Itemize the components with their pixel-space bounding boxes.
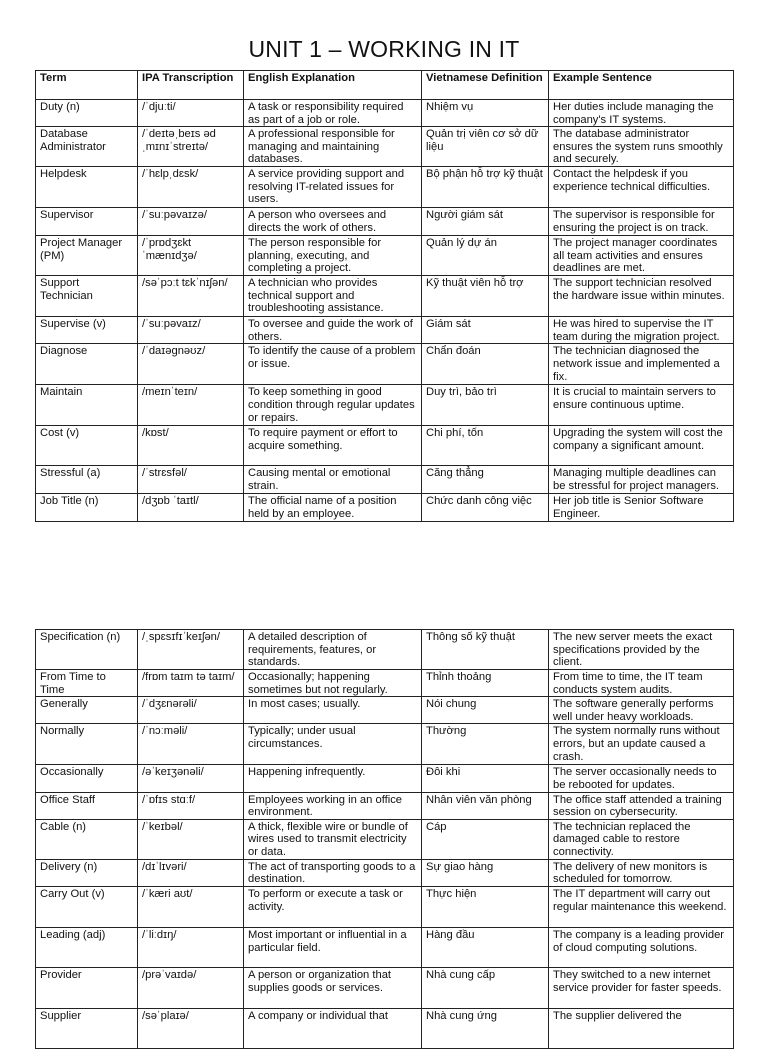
vietnamese-cell: Sự giao hàng [422,859,549,886]
english-cell: A service providing support and resolving IT-related issues for users. [244,167,422,208]
table-row [36,466,734,494]
term-cell: Project Manager (PM) [36,236,138,276]
term-cell: From Time to Time [36,670,138,697]
ipa-cell: /ˈdeɪtəˌbeɪs ədˌmɪnɪˈstreɪtə/ [138,127,244,167]
vocabulary-table-1 [35,70,734,522]
ipa-cell: /dɪˈlɪvəri/ [138,859,244,886]
english-cell: Typically; under usual circumstances. [244,724,422,765]
term-cell: Helpdesk [36,167,138,208]
term-cell: Generally [36,697,138,724]
example-cell: From time to time, the IT team conducts system audits. [549,670,734,697]
example-cell: They switched to a new internet service provider for faster speeds. [549,967,734,1008]
example-cell: The company is a leading provider of cloud computing solutions. [549,927,734,967]
english-cell: Causing mental or emotional strain. [244,466,422,494]
vietnamese-cell: Thực hiện [422,886,549,927]
table-header-row [36,71,734,100]
example-cell: The software generally performs well under heavy workloads. [549,697,734,724]
example-cell: The project manager coordinates all team activities and ensures deadlines are met. [549,236,734,276]
example-cell: Upgrading the system will cost the company a significant amount. [549,426,734,466]
term-cell: Maintain [36,385,138,426]
ipa-cell: /ˈliːdɪŋ/ [138,927,244,967]
term-cell: Database Administrator [36,127,138,167]
vietnamese-cell: Nhà cung cấp [422,967,549,1008]
vietnamese-cell: Quản lý dự án [422,236,549,276]
example-cell: Managing multiple deadlines can be stressful for project managers. [549,466,734,494]
table-row [36,100,734,127]
english-cell: A person or organization that supplies goods or services. [244,967,422,1008]
term-cell: Cable (n) [36,819,138,859]
vietnamese-cell: Chi phí, tốn [422,426,549,466]
ipa-cell: /dʒɒb ˈtaɪtl/ [138,494,244,522]
english-cell: The act of transporting goods to a destination. [244,859,422,886]
ipa-cell: /ˈdjuːti/ [138,100,244,127]
example-cell: The new server meets the exact specifications provided by the client. [549,630,734,670]
vietnamese-cell: Người giám sát [422,208,549,236]
example-cell: The supplier delivered the [549,1008,734,1048]
example-cell: The delivery of new monitors is scheduled for tomorrow. [549,859,734,886]
english-cell: The person responsible for planning, executing, and completing a project. [244,236,422,276]
table-row [36,236,734,276]
table-row [36,792,734,819]
ipa-cell: /ˈsuːpəvaɪzə/ [138,208,244,236]
vietnamese-cell: Nhà cung ứng [422,1008,549,1048]
term-cell: Duty (n) [36,100,138,127]
english-cell: Employees working in an office environment. [244,792,422,819]
table-row [36,344,734,385]
example-cell: Her job title is Senior Software Engineer. [549,494,734,522]
vietnamese-cell: Duy trì, bảo trì [422,385,549,426]
term-cell: Cost (v) [36,426,138,466]
term-cell: Supplier [36,1008,138,1048]
table-2-body [36,630,734,1049]
header-term: Term [36,71,138,100]
ipa-cell: /ˈsuːpəvaɪz/ [138,317,244,344]
term-cell: Supervise (v) [36,317,138,344]
english-cell: To keep something in good condition through regular updates or repairs. [244,385,422,426]
english-cell: A task or responsibility required as part of a job or role. [244,100,422,127]
example-cell: The IT department will carry out regular maintenance this weekend. [549,886,734,927]
table-row [36,208,734,236]
term-cell: Normally [36,724,138,765]
english-cell: To oversee and guide the work of others. [244,317,422,344]
table-row [36,697,734,724]
ipa-cell: /ˈɒfɪs stɑːf/ [138,792,244,819]
table-row [36,724,734,765]
english-cell: Happening infrequently. [244,765,422,792]
term-cell: Carry Out (v) [36,886,138,927]
english-cell: A professional responsible for managing and maintaining databases. [244,127,422,167]
table-row [36,819,734,859]
term-cell: Stressful (a) [36,466,138,494]
ipa-cell: /ˌspɛsɪfɪˈkeɪʃən/ [138,630,244,670]
vietnamese-cell: Giám sát [422,317,549,344]
ipa-cell: /kɒst/ [138,426,244,466]
english-cell: The official name of a position held by an employee. [244,494,422,522]
english-cell: A detailed description of requirements, features, or standards. [244,630,422,670]
table-row [36,765,734,792]
vietnamese-cell: Thỉnh thoảng [422,670,549,697]
ipa-cell: /ˈprɒdʒɛkt ˈmænɪdʒə/ [138,236,244,276]
example-cell: It is crucial to maintain servers to ensure continuous uptime. [549,385,734,426]
vietnamese-cell: Thông số kỹ thuật [422,630,549,670]
vietnamese-cell: Thường [422,724,549,765]
term-cell: Provider [36,967,138,1008]
vietnamese-cell: Căng thẳng [422,466,549,494]
term-cell: Office Staff [36,792,138,819]
ipa-cell: /ˈdaɪəgnəʊz/ [138,344,244,385]
vietnamese-cell: Cáp [422,819,549,859]
vocabulary-table-2 [35,629,734,1049]
ipa-cell: /meɪnˈteɪn/ [138,385,244,426]
vietnamese-cell: Chức danh công việc [422,494,549,522]
ipa-cell: /ˈkæri aʊt/ [138,886,244,927]
header-example: Example Sentence [549,71,734,100]
ipa-cell: /ˈdʒɛnərəli/ [138,697,244,724]
ipa-cell: /ˈkeɪbəl/ [138,819,244,859]
term-cell: Leading (adj) [36,927,138,967]
example-cell: He was hired to supervise the IT team during the migration project. [549,317,734,344]
table-row [36,494,734,522]
english-cell: Most important or influential in a particular field. [244,927,422,967]
header-english: English Explanation [244,71,422,100]
english-cell: A person who oversees and directs the work of others. [244,208,422,236]
table-1-body [36,100,734,522]
table-row [36,670,734,697]
english-cell: To require payment or effort to acquire something. [244,426,422,466]
ipa-cell: /ˈstrɛsfəl/ [138,466,244,494]
header-vietnamese: Vietnamese Definition [422,71,549,100]
english-cell: A technician who provides technical support and troubleshooting assistance. [244,276,422,317]
english-cell: In most cases; usually. [244,697,422,724]
example-cell: The support technician resolved the hardware issue within minutes. [549,276,734,317]
ipa-cell: /səˈpɔːt tɛkˈnɪʃən/ [138,276,244,317]
example-cell: Her duties include managing the company's IT systems. [549,100,734,127]
page-title: UNIT 1 – WORKING IN IT [248,36,520,62]
ipa-cell: /frɒm taɪm tə taɪm/ [138,670,244,697]
example-cell: The supervisor is responsible for ensuring the project is on track. [549,208,734,236]
vietnamese-cell: Chẩn đoán [422,344,549,385]
table-row [36,127,734,167]
english-cell: Occasionally; happening sometimes but not regularly. [244,670,422,697]
vietnamese-cell: Hàng đầu [422,927,549,967]
table-row [36,426,734,466]
ipa-cell: /səˈplaɪə/ [138,1008,244,1048]
vietnamese-cell: Bộ phận hỗ trợ kỹ thuật [422,167,549,208]
vietnamese-cell: Kỹ thuật viên hỗ trợ [422,276,549,317]
table-row [36,630,734,670]
term-cell: Supervisor [36,208,138,236]
term-cell: Support Technician [36,276,138,317]
vietnamese-cell: Nhiệm vụ [422,100,549,127]
english-cell: To perform or execute a task or activity. [244,886,422,927]
example-cell: The server occasionally needs to be rebooted for updates. [549,765,734,792]
example-cell: The system normally runs without errors, but an update caused a crash. [549,724,734,765]
example-cell: The database administrator ensures the system runs smoothly and securely. [549,127,734,167]
term-cell: Diagnose [36,344,138,385]
term-cell: Occasionally [36,765,138,792]
table-row [36,886,734,927]
example-cell: The technician replaced the damaged cable to restore connectivity. [549,819,734,859]
ipa-cell: /əˈkeɪʒənəli/ [138,765,244,792]
table-row [36,276,734,317]
ipa-cell: /ˈhɛlpˌdɛsk/ [138,167,244,208]
example-cell: The technician diagnosed the network issue and implemented a fix. [549,344,734,385]
vietnamese-cell: Nói chung [422,697,549,724]
table-row [36,967,734,1008]
table-row [36,385,734,426]
english-cell: To identify the cause of a problem or issue. [244,344,422,385]
term-cell: Delivery (n) [36,859,138,886]
table-row [36,859,734,886]
table-row [36,1008,734,1048]
english-cell: A thick, flexible wire or bundle of wires used to transmit electricity or data. [244,819,422,859]
ipa-cell: /ˈnɔːməli/ [138,724,244,765]
vietnamese-cell: Quản trị viên cơ sở dữ liệu [422,127,549,167]
english-cell: A company or individual that [244,1008,422,1048]
term-cell: Specification (n) [36,630,138,670]
table-row [36,927,734,967]
example-cell: The office staff attended a training session on cybersecurity. [549,792,734,819]
vietnamese-cell: Đôi khi [422,765,549,792]
vietnamese-cell: Nhân viên văn phòng [422,792,549,819]
table-row [36,317,734,344]
table-row [36,167,734,208]
example-cell: Contact the helpdesk if you experience technical difficulties. [549,167,734,208]
ipa-cell: /prəˈvaɪdə/ [138,967,244,1008]
term-cell: Job Title (n) [36,494,138,522]
header-ipa: IPA Transcription [138,71,244,100]
